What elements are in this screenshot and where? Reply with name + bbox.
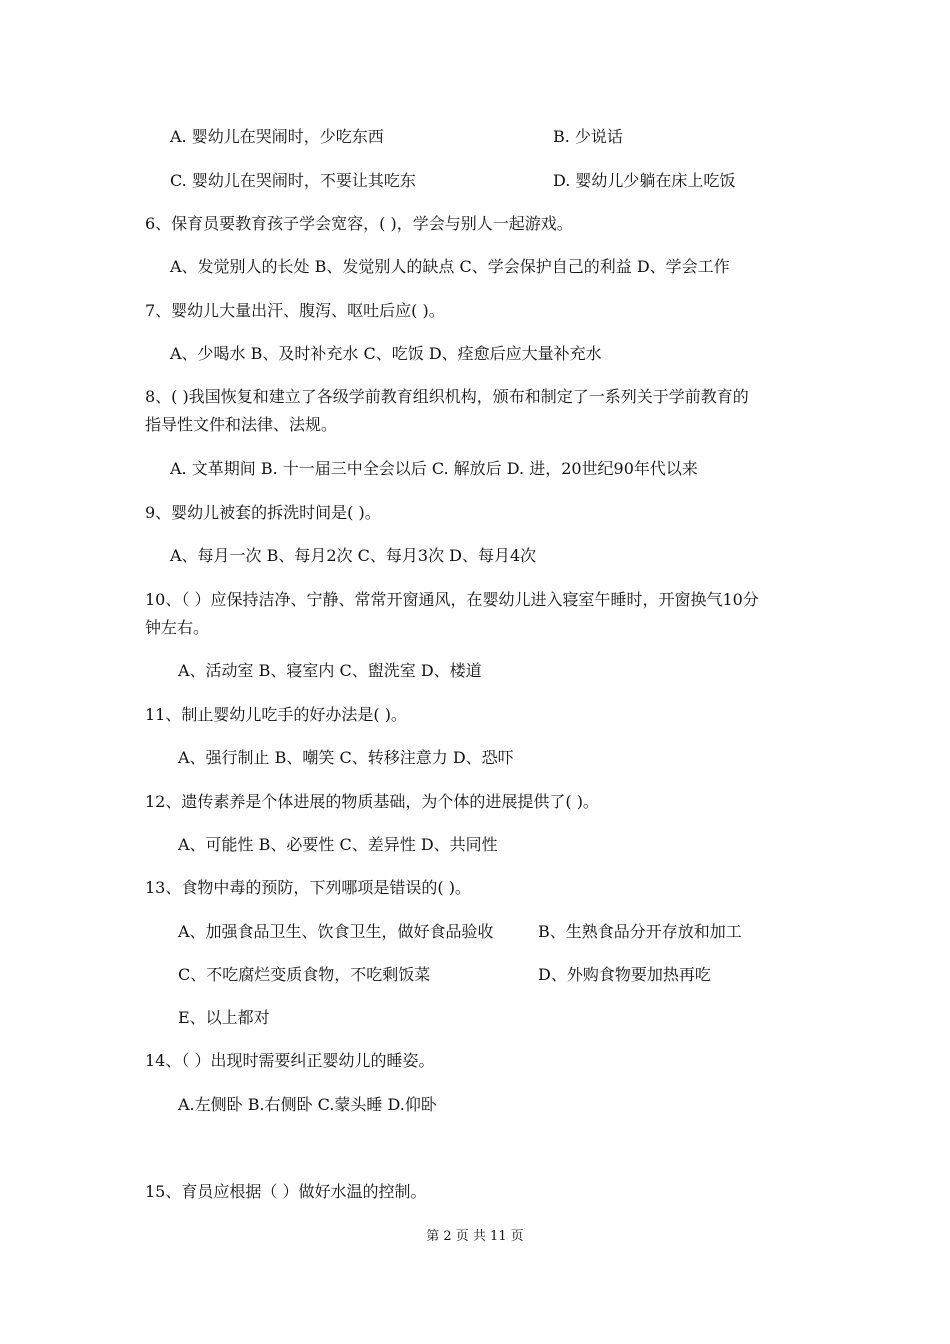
question-14-options: A.左侧卧 B.右侧卧 C.蒙头睡 D.仰卧 [178,1095,437,1114]
question-12-options: A、可能性 B、必要性 C、差异性 D、共同性 [178,835,498,854]
q5-option-b: B. 少说话 [553,127,623,146]
question-15: 15、育员应根据（ ）做好水温的控制。 [145,1182,427,1201]
question-11: 11、制止婴幼儿吃手的好办法是( )。 [145,705,407,724]
question-6: 6、保育员要教育孩子学会宽容，( )，学会与别人一起游戏。 [145,214,573,233]
question-11-options: A、强行制止 B、嘲笑 C、转移注意力 D、恐吓 [178,748,514,767]
question-8-line-1: 8、( )我国恢复和建立了各级学前教育组织机构，颁布和制定了一系列关于学前教育的 [145,387,749,406]
question-10-line-2: 钟左右。 [145,618,210,637]
question-14: 14、（ ）出现时需要纠正婴幼儿的睡姿。 [145,1051,435,1070]
question-6-options: A、发觉别人的长处 B、发觉别人的缺点 C、学会保护自己的利益 D、学会工作 [170,257,730,276]
question-13: 13、食物中毒的预防，下列哪项是错误的( )。 [145,878,471,897]
question-10-line-1: 10、（ ）应保持洁净、宁静、常常开窗通风，在婴幼儿进入寝室午睡时，开窗换气10分 [145,590,759,609]
question-7-options: A、少喝水 B、及时补充水 C、吃饭 D、痊愈后应大量补充水 [170,344,602,363]
question-8-options: A. 文革期间 B. 十一届三中全会以后 C. 解放后 D. 进，20世纪90年代以来 [170,459,698,478]
q5-option-d: D. 婴幼儿少躺在床上吃饭 [553,171,736,190]
question-9: 9、婴幼儿被套的拆洗时间是( )。 [145,503,381,522]
question-13-option-a: A、加强食品卫生、饮食卫生，做好食品验收 [178,922,494,941]
question-13-option-b: B、生熟食品分开存放和加工 [538,922,742,941]
question-9-options: A、每月一次 B、每月2次 C、每月3次 D、每月4次 [170,546,537,565]
page-footer: 第 2 页 共 11 页 [426,1229,524,1244]
question-13-option-e: E、以上都对 [178,1008,270,1027]
question-8-line-2: 指导性文件和法律、法规。 [145,415,338,434]
question-12: 12、遗传素养是个体进展的物质基础，为个体的进展提供了( )。 [145,792,599,811]
question-7: 7、婴幼儿大量出汗、腹泻、呕吐后应( )。 [145,301,445,320]
q5-option-a: A. 婴幼儿在哭闹时，少吃东西 [170,127,384,146]
question-10-options: A、活动室 B、寝室内 C、盥洗室 D、楼道 [178,661,482,680]
question-13-option-d: D、外购食物要加热再吃 [538,965,711,984]
question-13-option-c: C、不吃腐烂变质食物，不吃剩饭菜 [178,965,431,984]
q5-option-c: C. 婴幼儿在哭闹时，不要让其吃东 [170,171,416,190]
